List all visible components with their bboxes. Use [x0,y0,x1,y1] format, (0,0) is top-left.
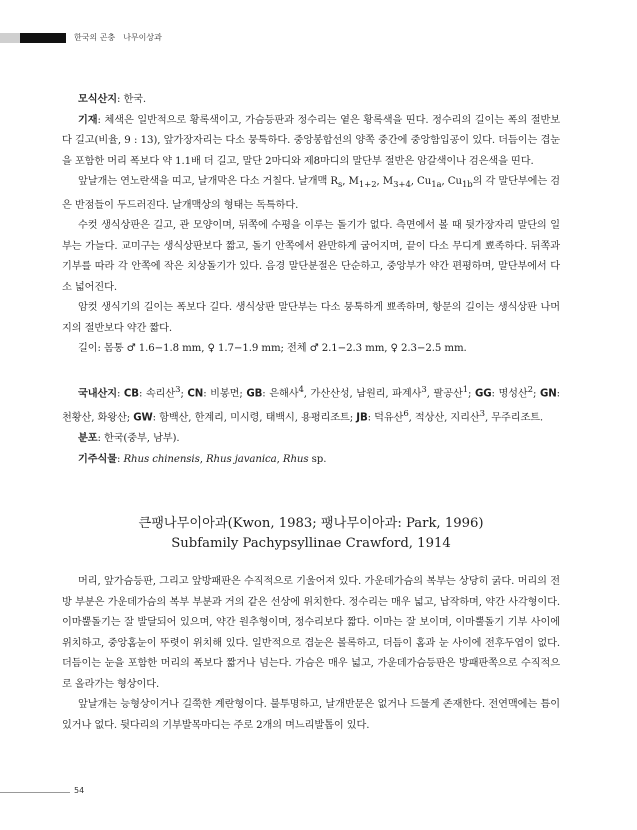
forewing-paragraph: 앞날개는 연노란색을 띠고, 날개막은 다소 거칠다. 날개맥 $R_s$, $M_{1+2}$, $M_{3+4}$, $Cu_{1a}$, $Cu_{1b}$의 각 말단부에는 검은 반점들이 두드러진다. 날개맥상의 형태는 독특하다. [62,176,560,211]
type-locality: 모식산지: 한국. [78,94,147,105]
label-description: 기재 [78,114,98,126]
header-section: 나무이상과 [123,33,162,42]
description: 기재: 체색은 일반적으로 황록색이고, 가슴등판과 정수리는 옅은 황록색을 띤다. 정수리의 길이는 폭의 절반보다 길고(비율, 9 : 13), 앞가장자리는 다소 뭉툭하다. 중앙봉합선의 양쪽 중간에 중앙함입공이 있다. 더듬이는 겹눈을 포함한 머리 폭보다 약 1.1배 더 길고, 말단 2마디와 제8마디의 말단부 절반은 암갈색이나 검은색을 띤다. [62,114,560,167]
label-type-locality: 모식산지 [78,94,117,105]
subfamily-title-korean: 큰팽나무이아과(Kwon, 1983; 팽나무이아과: Park, 1996) [138,516,484,532]
subfamily-title-latin: Subfamily Pachypsyllinae Crawford, 1914 [171,536,451,552]
running-header [74,33,170,43]
page-content [62,90,560,736]
distribution: 분포: 한국(중부, 남부). [78,433,180,445]
page-number: 54 [74,786,85,795]
domestic-localities: 국내산지: CB: 속리산$^3$; CN: 비봉면; GB: 은해사$^4$, 가산산성, 남원리, 파계사$^3$, 팔공산$^1$; GG: 명성산$^2$; GN: 천황산, 화왕산; GW: 함백산, 한계리, 미시령, 태백시, 용평리조트; JB: 덕유산$^6$, 적상산, 지리산$^3$, 무주리조트. [62,384,560,424]
subfamily-wing-paragraph: 앞날개는 능형상이거나 길쭉한 계란형이다. 불투명하고, 날개반문은 없거나 드물게 존재한다. 전연맥에는 틈이 있거나 없다. 뒷다리의 기부발목마디는 주로 2개의 며느리발톱이 있다. [62,699,560,731]
length-paragraph: 길이: 몸통 ♂ 1.6−1.8 mm, ♀ 1.7−1.9 mm; 전체 ♂ 2.1−2.3 mm, ♀ 2.3−2.5 mm. [78,343,467,355]
subfamily-description: 머리, 앞가슴등판, 그리고 앞방패판은 수직적으로 기울어져 있다. 가운데가슴의 복부는 상당히 굵다. 머리의 전방 부분은 가운데가슴의 복부 부분과 거의 같은 선상에 위치한다. 정수리는 매우 넓고, 납작하며, 약간 사각형이다. 이마뿔돌기는 잘 발달되어 있으며, 약간 원추형이며, 정수리보다 짧다. 이마는 잘 보이며, 이마뿔돌기 기부 사이에 위치하고, 중앙홈눈이 뚜렷이 위치해 있다. 일반적으로 겹눈은 볼록하고, 더듬이 홈과 눈 사이에 전후두엽이 없다. 더듬이는 눈을 포함한 머리의 폭보다 짧거나 넘는다. 가슴은 매우 넓고, 가운데가슴등판은 방패판쪽으로 수직적으로 올라가는 형상이다. [62,576,560,690]
header-bar [20,33,66,43]
footer-rule [0,792,70,793]
header-book: 한국의 곤충 [74,33,116,42]
host-plants: 기주식물: Rhus chinensis, Rhus javanica, Rhus sp. [78,453,327,465]
header-bar-gray [0,33,20,43]
female-genitalia-paragraph: 암컷 생식기의 길이는 폭보다 길다. 생식상판 말단부는 다소 뭉툭하게 뾰족하며, 항문의 길이는 생식상판 나머지의 절반보다 약간 짧다. [62,302,560,334]
male-genitalia-paragraph: 수컷 생식상판은 길고, 관 모양이며, 뒤쪽에 수평을 이루는 돌기가 없다. 측면에서 볼 때 뒷가장자리 말단의 일부는 가늘다. 교미구는 생식상판보다 짧고, 돌기 안쪽에서 완만하게 굽어지며, 끝이 다소 무디게 뾰족하다. 뒤쪽과 기부를 따라 각 안쪽에 작은 치상돌기가 있다. 음경 말단분절은 단순하고, 중앙부가 약간 편평하며, 말단부에서 다소 넓어진다. [62,220,560,293]
